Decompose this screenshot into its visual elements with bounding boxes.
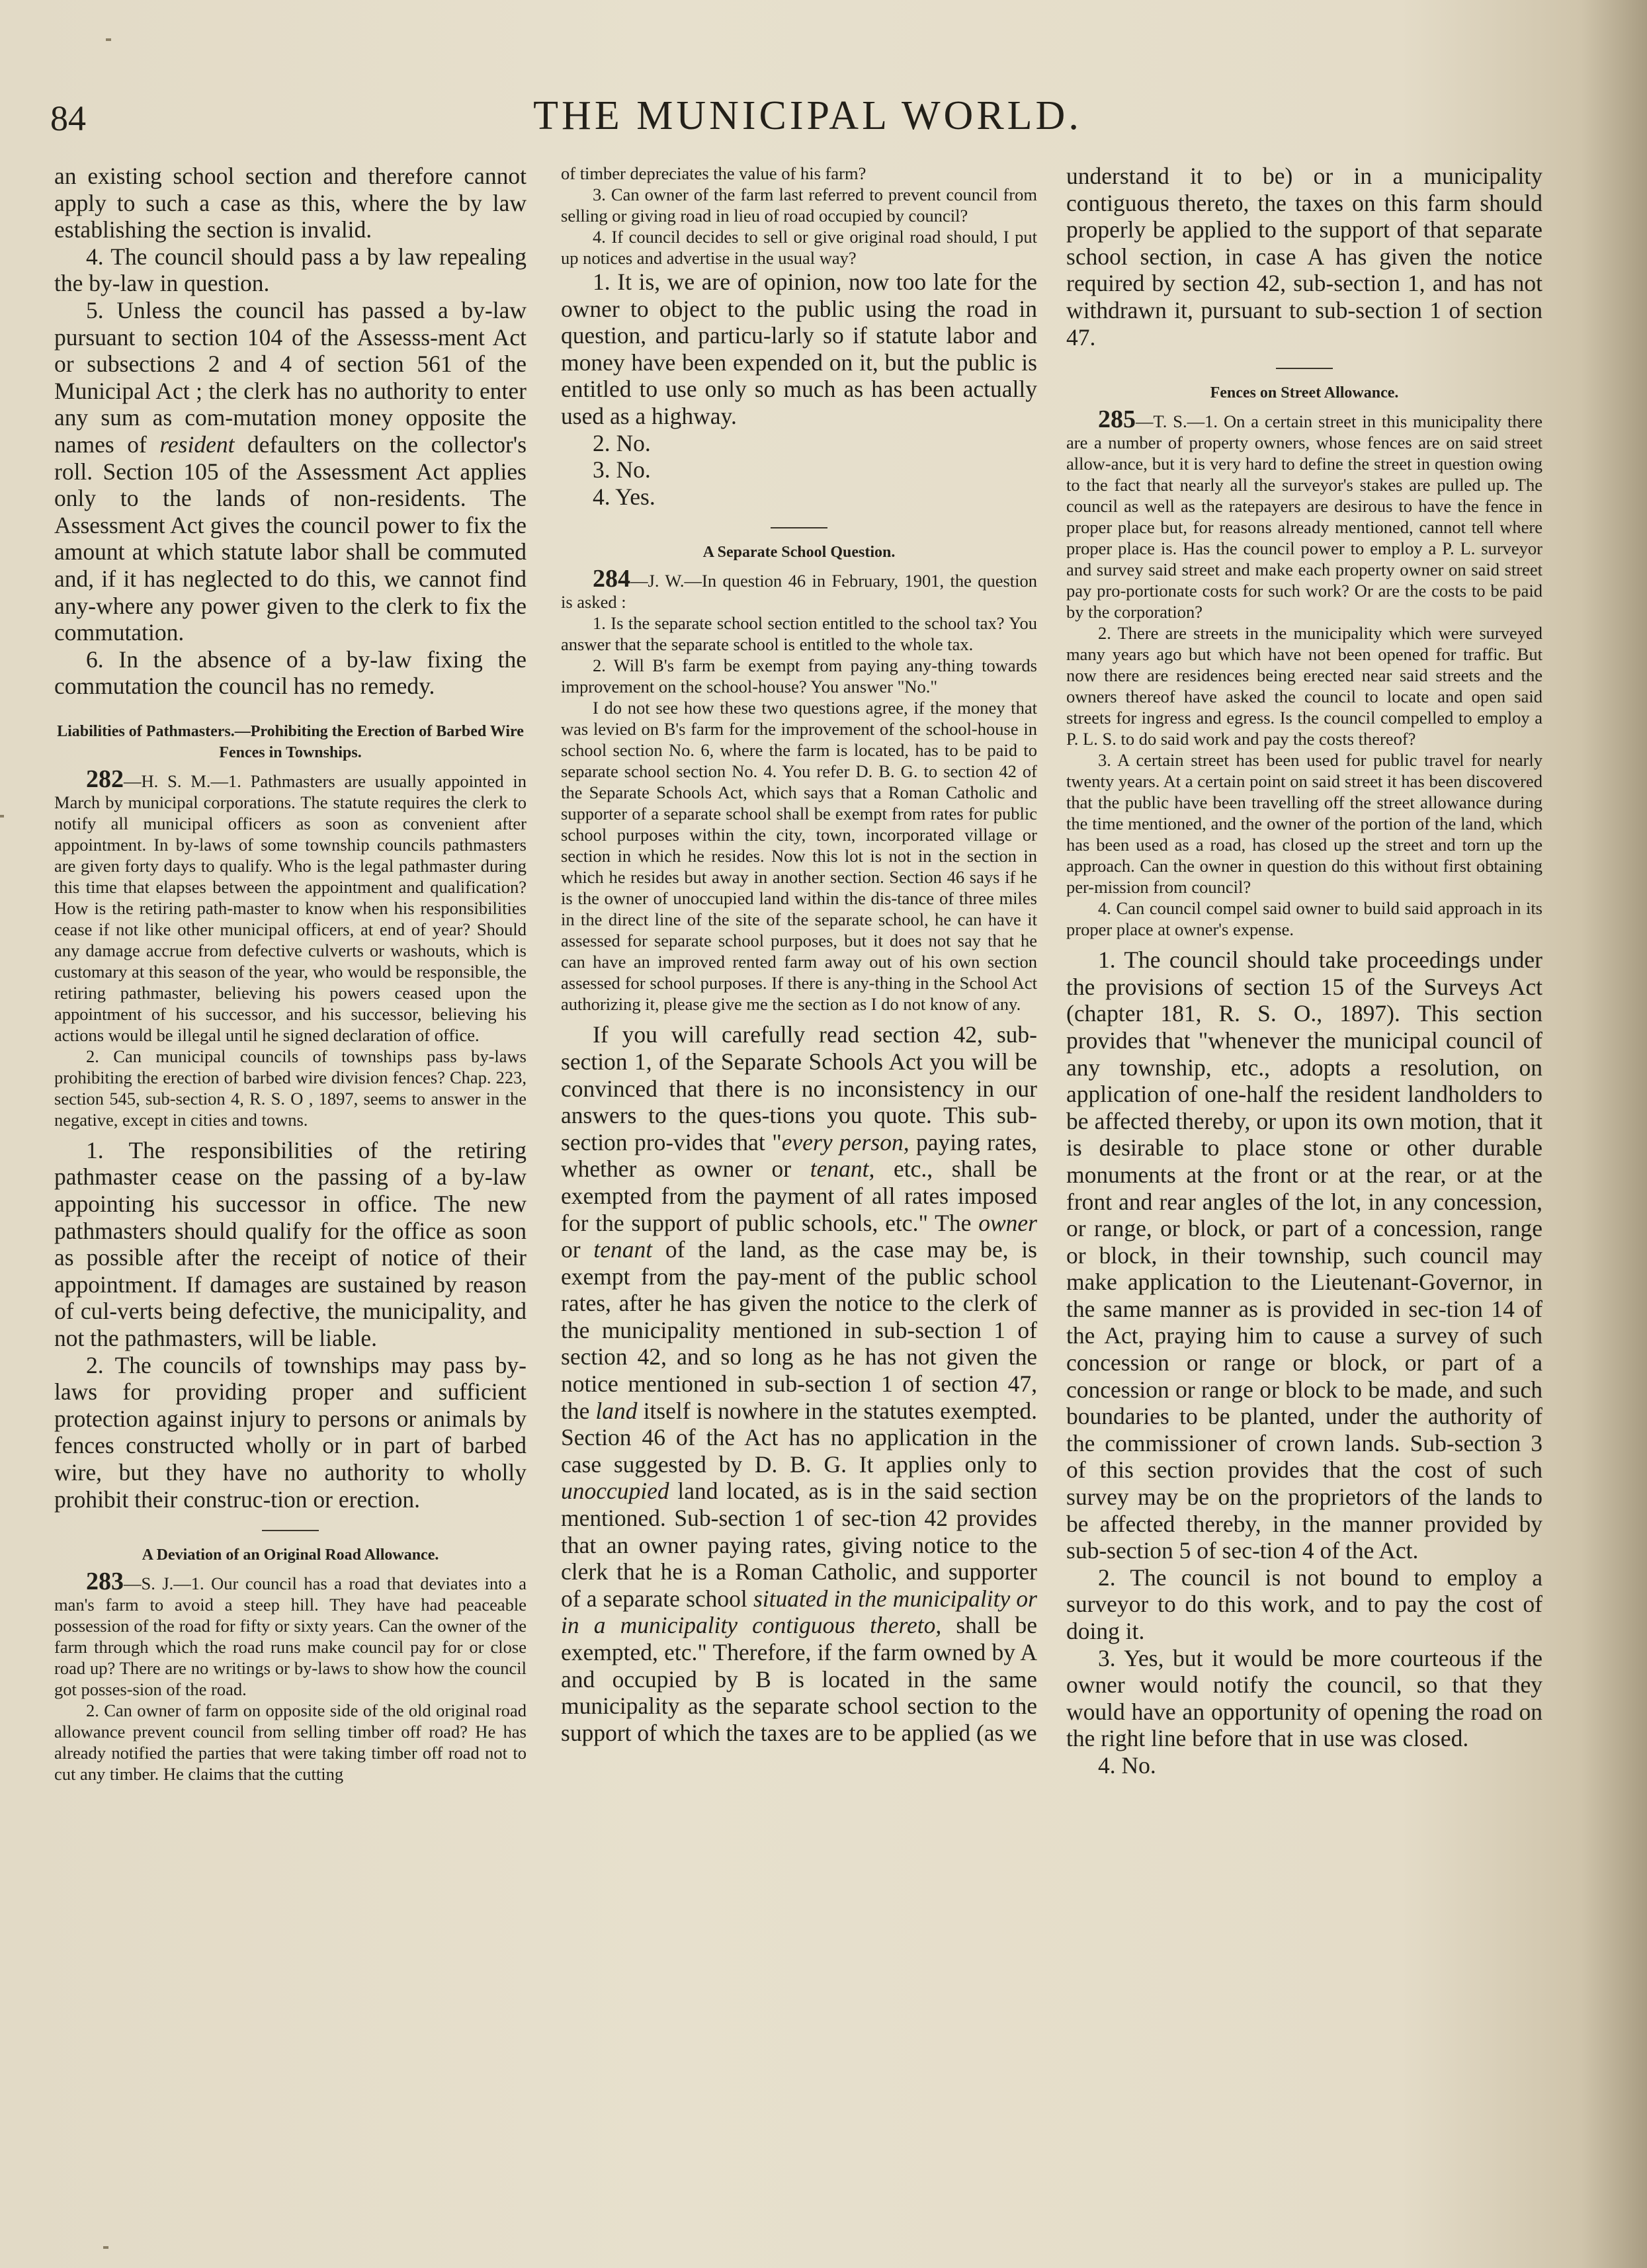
question-number: 283 — [86, 1568, 124, 1596]
answer-paragraph: 3. Yes, but it would be more courteous if the owner would notify the council, so that they would have an opportunity of opening the road on the right line before that in use was closed. — [1066, 1644, 1542, 1752]
column-3 — [1066, 163, 1542, 1779]
paragraph: an existing school section and therefore cannot apply to such a case as this, where the by law establishing the section is invalid. — [54, 163, 527, 243]
edge-dash-top — [106, 38, 111, 41]
answer-paragraph: 2. No. — [593, 429, 651, 456]
answer-paragraph: 1. It is, we are of opinion, now too late for the owner to object to the public using the road in question, and particu-larly so if statute labor and money have been expended on it, but the public is entitled to use only so much as has been actually used as a highway. — [561, 269, 1037, 429]
question-284: 284—J. W.—In question 46 in February, 1901, the question is asked : — [561, 565, 1037, 612]
section-divider — [262, 1530, 319, 1531]
paragraph: I do not see how these two questions agree, if the money that was levied on B's farm for the improvement of the school-house in school section No. 6, where the farm is located, has to be paid to separate school section No. 4. You refer D. B. G. to section 42 of the Separate Schools Act, which says that a Roman Catholic and supporter of a separate school shall be exempt from rates for public school purposes within the city, town, incorporated village or section in which he resides. Now this lot is not in the section in which he resides but away in another section. Section 46 says if he is the owner of unoccupied land within the dis-tance of three miles in the direct line of the site of the separate school, he can have it assessed for separate school purposes, but it does not say that he can have an improved rented farm away out of his own section assessed for school purposes. If there is any-thing in the School Act authorizing it, please give me the section as I do not know of any. — [561, 698, 1037, 1015]
question-number: 284 — [593, 565, 630, 593]
answer-paragraph: 3. No. — [593, 456, 651, 483]
page-number: 84 — [50, 99, 86, 138]
answer-paragraph: 4. Yes. — [593, 483, 655, 510]
paragraph: 2. There are streets in the municipality which were surveyed many years ago but which have not been opened for traffic. But now there are residences being erected near said streets and the owners thereof have asked the council to locate and open said streets for ingress and egress. Is the council compelled to employ a P. L. S. to do said work and pay the costs thereof? — [1066, 623, 1542, 749]
answer-paragraph: 1. The responsibilities of the retiring pathmaster cease on the passing of a by-law appointing his successor in office. The new pathmasters should qualify for the office as soon as possible after the receipt of notice of their appointment. If damages are sustained by reason of cul-verts being defective, the municipality, and not the pathmasters, will be liable. — [54, 1136, 527, 1352]
question-number: 285 — [1098, 405, 1136, 434]
column-2 — [561, 163, 1037, 1746]
paragraph: 2. Can owner of farm on opposite side of the old original road allowance prevent council from selling timber off road? He has already notified the parties that were taking timber off road not to cut any timber. He claims that the cutting — [54, 1701, 527, 1785]
question-283: 283—S. J.—1. Our council has a road that deviates into a man's farm to avoid a steep hill. They have had peaceable possession of the road for fifty or sixty years. Can the owner of the farm through which the road runs make council pay for or close road up? There are no writings or by-laws to show how the council got posses-sion of the road. — [54, 1568, 527, 1700]
answer-paragraph: 4. No. — [1098, 1751, 1156, 1779]
paragraph: of timber depreciates the value of his farm? — [561, 163, 866, 183]
section-divider — [1276, 368, 1333, 369]
paragraph: 2. Can municipal councils of townships pass by-laws prohibiting the erection of barbed wire division fences? Chap. 223, section 545, sub-section 4, R. S. O , 1897, seems to answer in the negative, except in cities and towns. — [54, 1046, 527, 1130]
answer-paragraph: If you will carefully read section 42, sub-section 1, of the Separate Schools Act you will be convinced that there is no inconsistency in our answers to the ques-tions you quote. This sub-section pro-vides that "every person, paying rates, whether as owner or tenant, etc., shall be exempted from the payment of all rates imposed for the support of public schools, etc." The owner or tenant of the land, as the case may be, is exempt from the pay-ment of the public school rates, after he has given the notice to the clerk of the municipality mentioned in sub-section 1 of section 42, and so long as he has not given the notice mentioned in sub-section 1 of section 47, the land itself is nowhere in the statutes exempted. Section 46 of the Act has no application in the case suggested by D. B. G. It applies only to unoccupied land located, as is in the said section mentioned. Sub-section 1 of sec-tion 42 provides that an owner paying rates, giving notice to the clerk that he is a Roman Catholic, and supporter of a separate school situated in the municipality or in a municipality contiguous thereto, shall be exempted, etc." Therefore, if the farm owned by A and occupied by B is located in the same municipality as the separate school section to the support of which the taxes are to be applied (as we — [561, 1021, 1037, 1746]
column-1 — [54, 163, 527, 1785]
answer-paragraph: 1. The council should take proceedings under the provisions of section 15 of the Surveys Act (chapter 181, R. S. O., 1897). This section provides that "whenever the municipal council of any township, etc., adopts a resolution, on application of one-half the resident landholders to be affected thereby, or upon its own motion, that it is desirable to place stone or other durable monuments at the front or at the rear, or at the front and rear angles of the lot, in any concession, or range, or block, or part of a concession, range or block, in their township, such council may make application to the Lieutenant-Governor, in the same manner as is provided in sec-tion 14 of the Act, praying him to cause a survey of such concession or range or block, or part of a concession or range or block to be made, and such boundaries to be planted, under the authority of the commissioner of crown lands. Sub-section 3 of this section provides that the cost of such survey may be on the proprietors of the lands to be affected thereby, in the manner provided by sub-section 5 of sec-tion 4 of the Act. — [1066, 946, 1542, 1564]
paragraph: 4. If council decides to sell or give original road should, I put up notices and advertise in the usual way? — [561, 227, 1037, 268]
section-heading: Liabilities of Pathmasters.—Prohibiting the Erection of Barbed Wire Fences in Townships. — [57, 722, 524, 761]
section-heading: Fences on Street Allowance. — [1210, 384, 1399, 402]
question-number: 282 — [86, 765, 124, 793]
paragraph: 4. Can council compel said owner to build said approach in its proper place at owner's expense. — [1066, 898, 1542, 940]
page-header — [50, 93, 1565, 152]
question-285: 285—T. S.—1. On a certain street in this municipality there are a number of property owners, whose fences are on said street allow-ance, but it is very hard to define the street in question owing to the fact that nearly all the surveyor's stakes are pulled up. The council as well as the ratepayers are desirous to have the fence in proper place but, for reasons already mentioned, cannot tell where proper place is. Has the council power to employ a P. L. surveyor and survey said street and make each property owner on said street pay pro-portionate costs for such work? Or are the costs to be paid by the corporation? — [1066, 405, 1542, 622]
paragraph: 3. A certain street has been used for public travel for nearly twenty years. At a certain point on said street it has been discovered that the public have been travelling off the street allowance during the time mentioned, and the owner of the portion of the land, which has been used as a road, has closed up the street and torn up the approach. Can the owner in question do this without first obtaining per-mission from council? — [1066, 750, 1542, 898]
edge-dash-left — [0, 815, 4, 818]
paragraph: 6. In the absence of a by-law fixing the commutation the council has no remedy. — [54, 646, 527, 700]
question-282: 282—H. S. M.—1. Pathmasters are usually appointed in March by municipal corporations. The statute requires the clerk to notify all municipal officers as soon as convenient after appointment. In by-laws of some township councils pathmasters are given forty days to qualify. Who is the legal pathmaster during this time that elapses between the appointment and qualification? How is the retiring path-master to know when his responsibilities cease if not like other municipal officers, at end of year? Should any damage accrue from defective culverts or washouts, which is customary at this season of the year, who would be responsible, the retiring pathmaster, believing his powers ceased upon the appointment of his successor, and his successor, believing his actions would be illegal until he signed declaration of office. — [54, 765, 527, 1045]
answer-paragraph: 2. The council is not bound to employ a surveyor to do this work, and to pay the cost of doing it. — [1066, 1564, 1542, 1644]
section-heading: A Separate School Question. — [702, 544, 896, 562]
section-divider — [771, 527, 827, 528]
paragraph: 4. The council should pass a by law repealing the by-law in question. — [54, 243, 527, 297]
section-heading: A Deviation of an Original Road Allowance. — [142, 1546, 439, 1564]
paragraph: 5. Unless the council has passed a by-law pursuant to section 104 of the Assesss-ment Act or subsections 2 and 4 of section 561 of the Municipal Act ; the clerk has no authority to enter any sum as com-mutation money opposite the names of resident defaulters on the collector's roll. Section 105 of the Assessment Act applies only to the lands of non-residents. The Assessment Act gives the council power to fix the amount at which statute labor shall be commuted and, if it has neglected to do this, we cannot find any-where any power given to the clerk to fix the commutation. — [54, 296, 527, 646]
paragraph: 1. Is the separate school section entitled to the school tax? You answer that the separate school is entitled to the whole tax. — [561, 613, 1037, 655]
masthead-title: THE MUNICIPAL WORLD. — [533, 93, 1082, 138]
edge-dash-bottom — [103, 2246, 108, 2249]
answer-paragraph: 2. The councils of townships may pass by-laws for providing proper and sufficient protection against injury to persons or animals by fences constructed wholly or in part of barbed wire, but they have no authority to wholly prohibit their construc-tion or erection. — [54, 1351, 527, 1513]
paragraph: 2. Will B's farm be exempt from paying any-thing towards improvement on the school-house? You answer "No." — [561, 655, 1037, 697]
paragraph: understand it to be) or in a municipality contiguous thereto, the taxes on this farm should properly be applied to the support of that separate school section, in case A has given the notice required by section 42, sub-section 1, and has not withdrawn it, pursuant to sub-section 1 of section 47. — [1066, 163, 1542, 351]
paragraph: 3. Can owner of the farm last referred to prevent council from selling or giving road in lieu of road occupied by council? — [561, 185, 1037, 226]
